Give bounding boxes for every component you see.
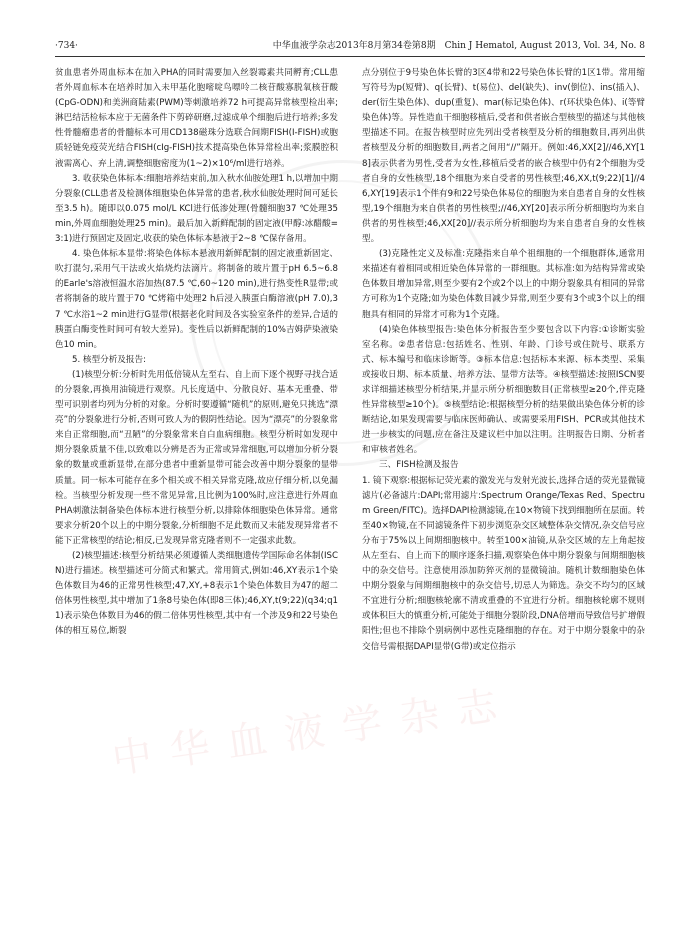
paragraph: 点分别位于9号染色体长臂的3区4带和22号染色体长臂的1区1带。常用缩写符号为p(短臂)、q(长臂)、t(易位)、del(缺失)、inv(倒位)、ins(插入)、der(衍生染色体)、dup(重复)、mar(标记染色体)、r(环状染色体)、i(等臂染色体)等。异性造血干细胞移植后,受者和供者嵌合型核型的描述与其他核型描述不同。在报告核型时应先列出受者核型及分析的细胞数目,再列出供者核型及分析的细胞数目,两者之间用“//”隔开。例如:46,XX[2]//46,XY[18]表示供者为男性,受者为女性,移植后受者的嵌合核型中仍有2个细胞为受者自身的女性核型,18个细胞为来自受者的男性核型;46,XX,t(9;22)[1]//46,XY[19]表示1个伴有9和22号染色体易位的细胞为来自患者自身的女性核型,19个细胞为来自供者的男性核型;//46,XY[20]表示所分析细胞均为来自供者的男性核型;46,XX[20]//表示所分析细胞均为来自患者自身的女性核型。 bbox=[362, 68, 645, 245]
paragraph: (1)核型分析:分析时先用低倍镜从左至右、自上而下逐个视野寻找合适的分裂象,再换用油镜进行观察。凡长度适中、分散良好、基本无重叠、带型可识别者均列为分析的对象。分析时要遵循“随机”的原则,避免只挑选“漂亮”的分裂象进行分析,否则可致人为的假阴性结论。因为“漂亮”的分裂象常来自正常细胞,而“丑陋”的分裂象常来自白血病细胞。核型分析时如发现中期分裂象质量不佳,以致难以分辨是否为正常或异常细胞,可以增加分析分裂象的数量或重新显带,在部分患者中重新显带可能会改善中期分裂象的显带质量。同一标本可能存在多个相关或不相关异常克隆,故应仔细分析,以免漏检。当核型分析发现一些不常见异常,且比例为100%时,应注意进行外周血PHA刺激法制备染色体标本进行核型分析,以排除体细胞染色体异常。通常要求分析20个以上的中期分裂象,分析细胞不足此数而又未能发现异常者不能下正常核型的结论;相反,已发现异常克隆者则不一定强求此数。 bbox=[55, 369, 338, 546]
paragraph: (3)克隆性定义及标准:克隆指来自单个祖细胞的一个细胞群体,通常用来描述有着相同或相近染色体异常的一群细胞。其标准:如为结构异常或染色体数目增加异常,则至少要有2个或2个以上的中期分裂象具有相同的异常方可称为1个克隆;如为染色体数目减少异常,则至少要有3个或3个以上的细胞具有相同的异常才可称为1个克隆。 bbox=[362, 249, 645, 320]
paragraph: 三、FISH检测及报告 bbox=[379, 460, 459, 471]
paragraph: 3. 收获染色体标本:细胞培养结束前,加入秋水仙胺处理1 h,以增加中期分裂象(CLL患者及检测体细胞染色体异常的患者,秋水仙胺处理时间可延长至3.5 h)。随即以0.075 mol/L KCl进行低渗处理(骨髓细胞37 ℃处理35 min,外周血细胞处理25 min)。最后加入新鲜配制的固定液(甲醇:冰醋酸=3:1)进行预固定及固定,收获的染色体标本悬液于2~8 ℃保存备用。 bbox=[55, 173, 338, 245]
paragraph: (2)核型描述:核型分析结果必须遵循人类细胞遗传学国际命名体制(ISCN)进行描述。核型描述可分简式和繁式。常用简式,例如:46,XY表示1个染色体数目为46的正常男性核型;47,XY,+8表示1个染色体数目为47的超二倍体男性核型,其中增加了1条8号染色体(即8三体);46,XY,t(9;22)(q34;q11)表示染色体数目为46的假二倍体男性核型,其中有一个涉及9和22号染色体的相互易位,断裂 bbox=[55, 551, 338, 637]
page-number: ·734· bbox=[55, 41, 78, 51]
right-column bbox=[362, 66, 645, 655]
paragraph: 贫血患者外周血标本在加入PHA的同时需要加入丝裂霉素共同孵育;CLL患者外周血标本在培养时加入未甲基化胞嘧啶鸟嘌呤二核苷酸寡脱氧核苷酸(CpG-ODN)和美洲商陆素(PWM)等刺激培养72 h可提高异常核型检出率;淋巴结活检标本应于无菌条件下剪碎研磨,过滤成单个细胞后进行培养;多发性骨髓瘤患者的骨髓标本可用CD138磁珠分选联合间期FISH(I-FISH)或胞质轻链免疫荧光结合FISH(cIg-FISH)技术提高染色体异常检出率;浆膜腔积液需离心、弃上清,调整细胞密度为(1~2)×10⁶/ml进行培养。 bbox=[55, 68, 338, 169]
watermark-text: 中华血液学杂志 bbox=[109, 680, 518, 783]
paragraph: 4. 染色体标本显带:将染色体标本悬液用新鲜配制的固定液重新固定、吹打混匀,采用气干法或火焰烧灼法滴片。将制备的玻片置于pH 6.5~6.8的Earle's溶液恒温水浴加热(87.5 ℃,60~120 min),进行热变性R显带;或者将制备的玻片置于70 ℃烤箱中处理2 h后浸入胰蛋白酶溶液(pH 7.0),37 ℃水浴1~2 min进行G显带(根据老化时间及各实验室条件的差异,合适的胰蛋白酶变性时间可有较大差异)。变性后以新鲜配制的10%吉姆萨染液染色10 min。 bbox=[55, 249, 338, 350]
header-rule bbox=[55, 56, 645, 57]
left-column bbox=[55, 66, 338, 640]
paragraph: 1. 镜下观察:根据标记荧光素的激发光与发射光波长,选择合适的荧光显微镜滤片(必备滤片:DAPI;常用滤片:Spectrum Orange/Texas Red、Spectrum Green/FITC)。选择DAPI检测滤镜,在10×物镜下找到细胞所在层面。转至40×物镜,在不同滤镜条件下初步浏览杂交区域整体杂交情况,杂交信号应分布于75%以上间期细胞核中。转至100×油镜,从杂交区域的左上角起按从左至右、自上而下的顺序逐条扫描,观察染色体中期分裂象与间期细胞核中的杂交信号。注意使用添加防猝灭剂的显微镜油。随机计数细胞染色体中期分裂象与间期细胞核中的杂交信号,切忌人为筛选。杂交不均匀的区域不宜进行分析;细胞核轮廓不清或重叠的不宜进行分析。细胞核轮廓不规则或体积巨大的慎重分析,可能处于细胞分裂阶段,DNA倍增而导致信号扩增假阳性;但也不排除个别病例中恶性克隆细胞的存在。对于中期分裂象中的杂交信号需根据DAPI显带(G带)或定位指示 bbox=[362, 475, 645, 652]
paragraph: (4)染色体核型报告:染色体分析报告至少要包含以下内容:①诊断实验室名称。②患者信息:包括姓名、性别、年龄、门诊号或住院号、联系方式、标本编号和临床诊断等。③标本信息:包括标本来源、标本类型、采集或接收日期、标本质量、培养方法、显带方法等。④核型描述:按照ISCN要求详细描述核型分析结果,并显示所分析细胞数目(正常核型≥20个,伴克隆性异常核型≥10个)。⑤核型结论:根据核型分析的结果做出染色体分析的诊断结论,如果发现需要与临床医师确认、或需要采用FISH、PCR或其他技术进一步核实的问题,应在备注及建议栏中加以注明。注明报告日期、分析者和审核者姓名。 bbox=[362, 324, 645, 456]
journal-line: 中华血液学杂志2013年8月第34卷第8期 Chin J Hematol, August 2013, Vol. 34, No. 8 bbox=[272, 41, 645, 51]
paragraph: 5. 核型分析及报告: bbox=[72, 354, 146, 365]
page-header bbox=[55, 38, 645, 54]
